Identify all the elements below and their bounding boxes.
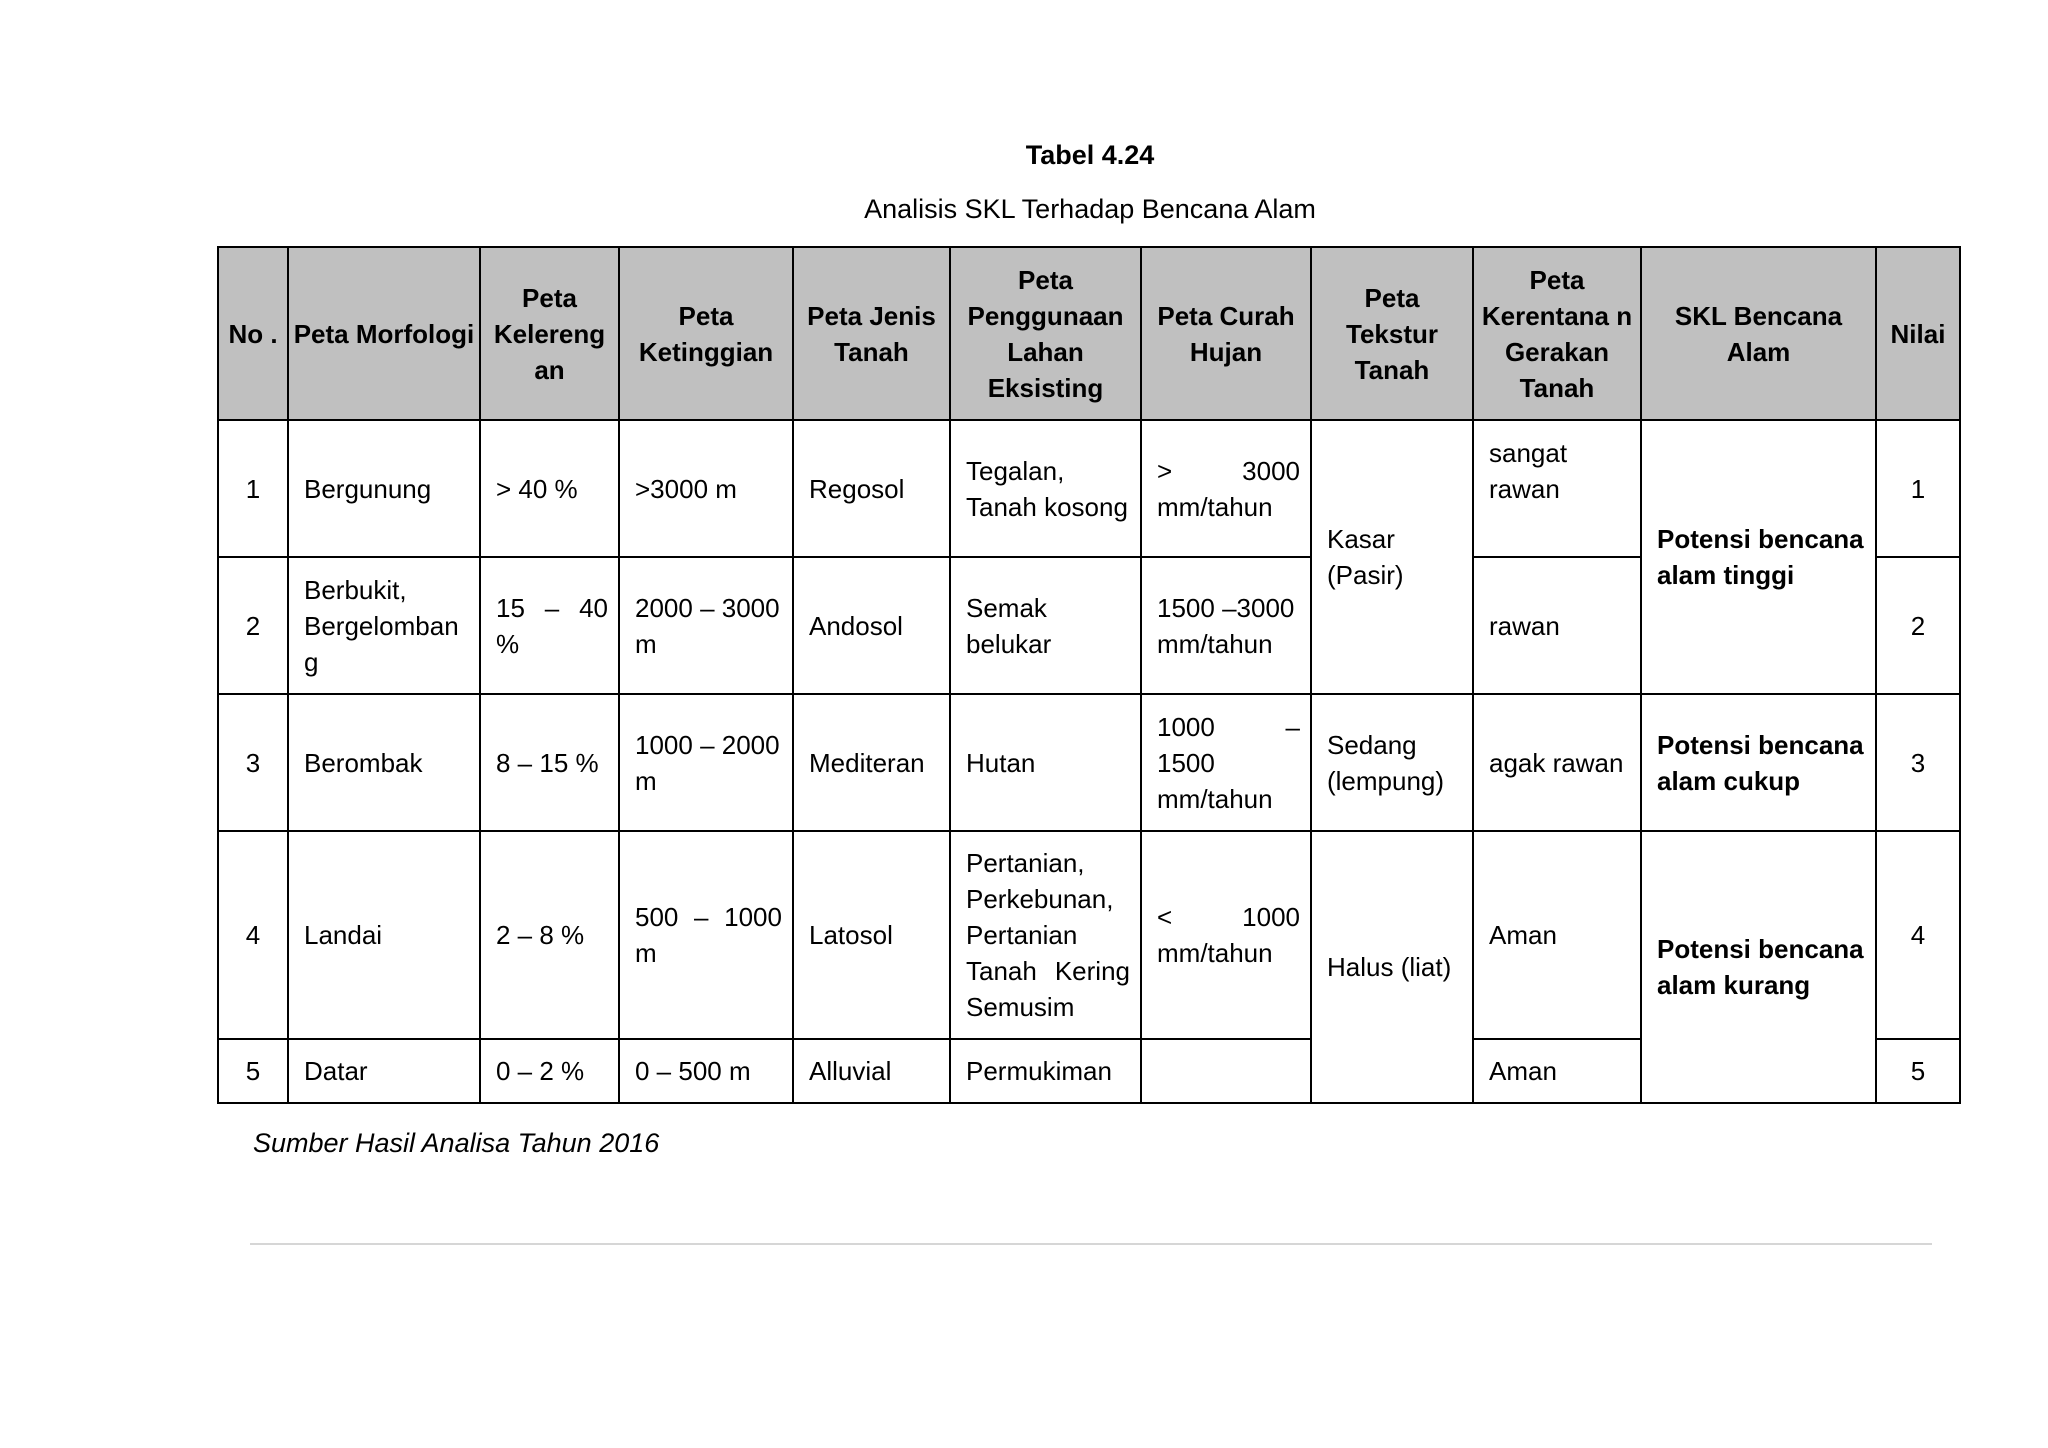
table-title: Tabel 4.24 (1025, 140, 1155, 170)
header-skl: SKL Bencana Alam (1641, 247, 1876, 420)
cell-penggunaan-lahan: Semak belukar (950, 557, 1141, 694)
cell-skl-cukup: Potensi bencana alam cukup (1641, 694, 1876, 831)
cell-jenis-tanah: Mediteran (793, 694, 950, 831)
cell-ketinggian-to: 1000 (724, 902, 782, 932)
cell-kelerengan: 8 – 15 % (480, 694, 619, 831)
cell-ketinggian: 2000 – 3000 m (619, 557, 793, 694)
header-row (218, 247, 1960, 420)
cell-morfologi: Berombak (288, 694, 480, 831)
header-tekstur-tanah: Peta Tekstur Tanah (1311, 247, 1473, 420)
cell-kerentanan: agak rawan (1473, 694, 1641, 831)
cell-curah-hujan (1141, 420, 1311, 557)
cell-kerentanan: Aman (1473, 831, 1641, 1039)
cell-no: 2 (218, 557, 288, 694)
cell-no: 5 (218, 1039, 288, 1103)
cell-ketinggian: 1000 – 2000 m (619, 694, 793, 831)
table-subtitle: Analisis SKL Terhadap Bencana Alam (864, 194, 1316, 224)
cell-curah-hujan (1141, 694, 1311, 831)
cell-kelerengan-dash: – (544, 592, 560, 623)
source-note: Sumber Hasil Analisa Tahun 2016 (253, 1128, 660, 1158)
cell-curah-hujan: 1500 –3000 mm/tahun (1141, 557, 1311, 694)
cell-penggunaan-lahan: Hutan (950, 694, 1141, 831)
header-ketinggian: Peta Ketinggian (619, 247, 793, 420)
cell-curah-hujan-to: 1500 mm/tahun (1157, 747, 1273, 814)
header-curah-hujan: Peta Curah Hujan (1141, 247, 1311, 420)
table-row (218, 420, 1960, 557)
header-no: No . (218, 247, 288, 420)
cell-curah-hujan-unit: mm/tahun (1157, 491, 1273, 522)
header-jenis-tanah: Peta Jenis Tanah (793, 247, 950, 420)
header-nilai: Nilai (1876, 247, 1960, 420)
cell-ketinggian (619, 831, 793, 1039)
cell-no: 1 (218, 420, 288, 557)
cell-ketinggian-dash: – (694, 902, 709, 932)
cell-kelerengan: > 40 % (480, 420, 619, 557)
cell-curah-hujan (1141, 831, 1311, 1039)
cell-curah-hujan-value: 1000 (1242, 902, 1300, 932)
footer-divider (250, 1243, 1932, 1245)
cell-morfologi: Datar (288, 1039, 480, 1103)
cell-ketinggian: >3000 m (619, 420, 793, 557)
header-kelerengan: Peta Kelereng an (480, 247, 619, 420)
cell-kerentanan: Aman (1473, 1039, 1641, 1103)
cell-morfologi: Landai (288, 831, 480, 1039)
table-row (218, 831, 1960, 1039)
cell-curah-hujan-value: 3000 (1242, 455, 1300, 486)
cell-skl-kurang: Potensi bencana alam kurang (1641, 831, 1876, 1103)
cell-curah-hujan-unit: mm/tahun (1157, 938, 1273, 968)
cell-curah-hujan-symbol: < (1157, 902, 1173, 932)
cell-kerentanan: sangat rawan (1473, 420, 1641, 557)
cell-nilai: 5 (1876, 1039, 1960, 1103)
cell-curah-hujan-from: 1000 (1157, 711, 1215, 742)
cell-jenis-tanah: Andosol (793, 557, 950, 694)
header-morfologi: Peta Morfologi (288, 247, 480, 420)
cell-no: 4 (218, 831, 288, 1039)
cell-ketinggian: 0 – 500 m (619, 1039, 793, 1103)
cell-curah-hujan (1141, 1039, 1311, 1103)
cell-jenis-tanah: Regosol (793, 420, 950, 557)
cell-tekstur-sedang: Sedang (lempung) (1311, 694, 1473, 831)
table-row (218, 694, 1960, 831)
cell-curah-hujan-dash: – (1285, 711, 1300, 742)
cell-curah-hujan-symbol: > (1157, 455, 1173, 486)
cell-jenis-tanah: Alluvial (793, 1039, 950, 1103)
cell-nilai: 4 (1876, 831, 1960, 1039)
cell-ketinggian-unit: m (635, 938, 657, 968)
cell-penggunaan-lahan: Tegalan, Tanah kosong (950, 420, 1141, 557)
cell-skl-tinggi: Potensi bencana alam tinggi (1641, 420, 1876, 694)
cell-kelerengan: 2 – 8 % (480, 831, 619, 1039)
cell-kerentanan: rawan (1473, 557, 1641, 694)
cell-penggunaan-lahan: Pertanian, Perkebunan, Pertanian Tanah Kering Semusim (950, 831, 1141, 1039)
cell-morfologi: Bergunung (288, 420, 480, 557)
cell-nilai: 1 (1876, 420, 1960, 557)
header-penggunaan-lahan: Peta Penggunaan Lahan Eksisting (950, 247, 1141, 420)
skl-analysis-table (217, 246, 1961, 1104)
cell-tekstur-kasar: Kasar (Pasir) (1311, 420, 1473, 694)
cell-morfologi: Berbukit, Bergelomban g (288, 557, 480, 694)
header-kerentanan: Peta Kerentana n Gerakan Tanah (1473, 247, 1641, 420)
cell-nilai: 2 (1876, 557, 1960, 694)
cell-kelerengan-unit: % (496, 628, 520, 659)
cell-kelerengan-to: 40 (579, 592, 608, 623)
cell-tekstur-halus: Halus (liat) (1311, 831, 1473, 1103)
cell-kelerengan (480, 557, 619, 694)
cell-jenis-tanah: Latosol (793, 831, 950, 1039)
cell-ketinggian-from: 500 (635, 902, 679, 932)
cell-kelerengan-from: 15 (496, 592, 525, 623)
cell-kelerengan: 0 – 2 % (480, 1039, 619, 1103)
cell-penggunaan-lahan: Permukiman (950, 1039, 1141, 1103)
cell-no: 3 (218, 694, 288, 831)
cell-nilai: 3 (1876, 694, 1960, 831)
